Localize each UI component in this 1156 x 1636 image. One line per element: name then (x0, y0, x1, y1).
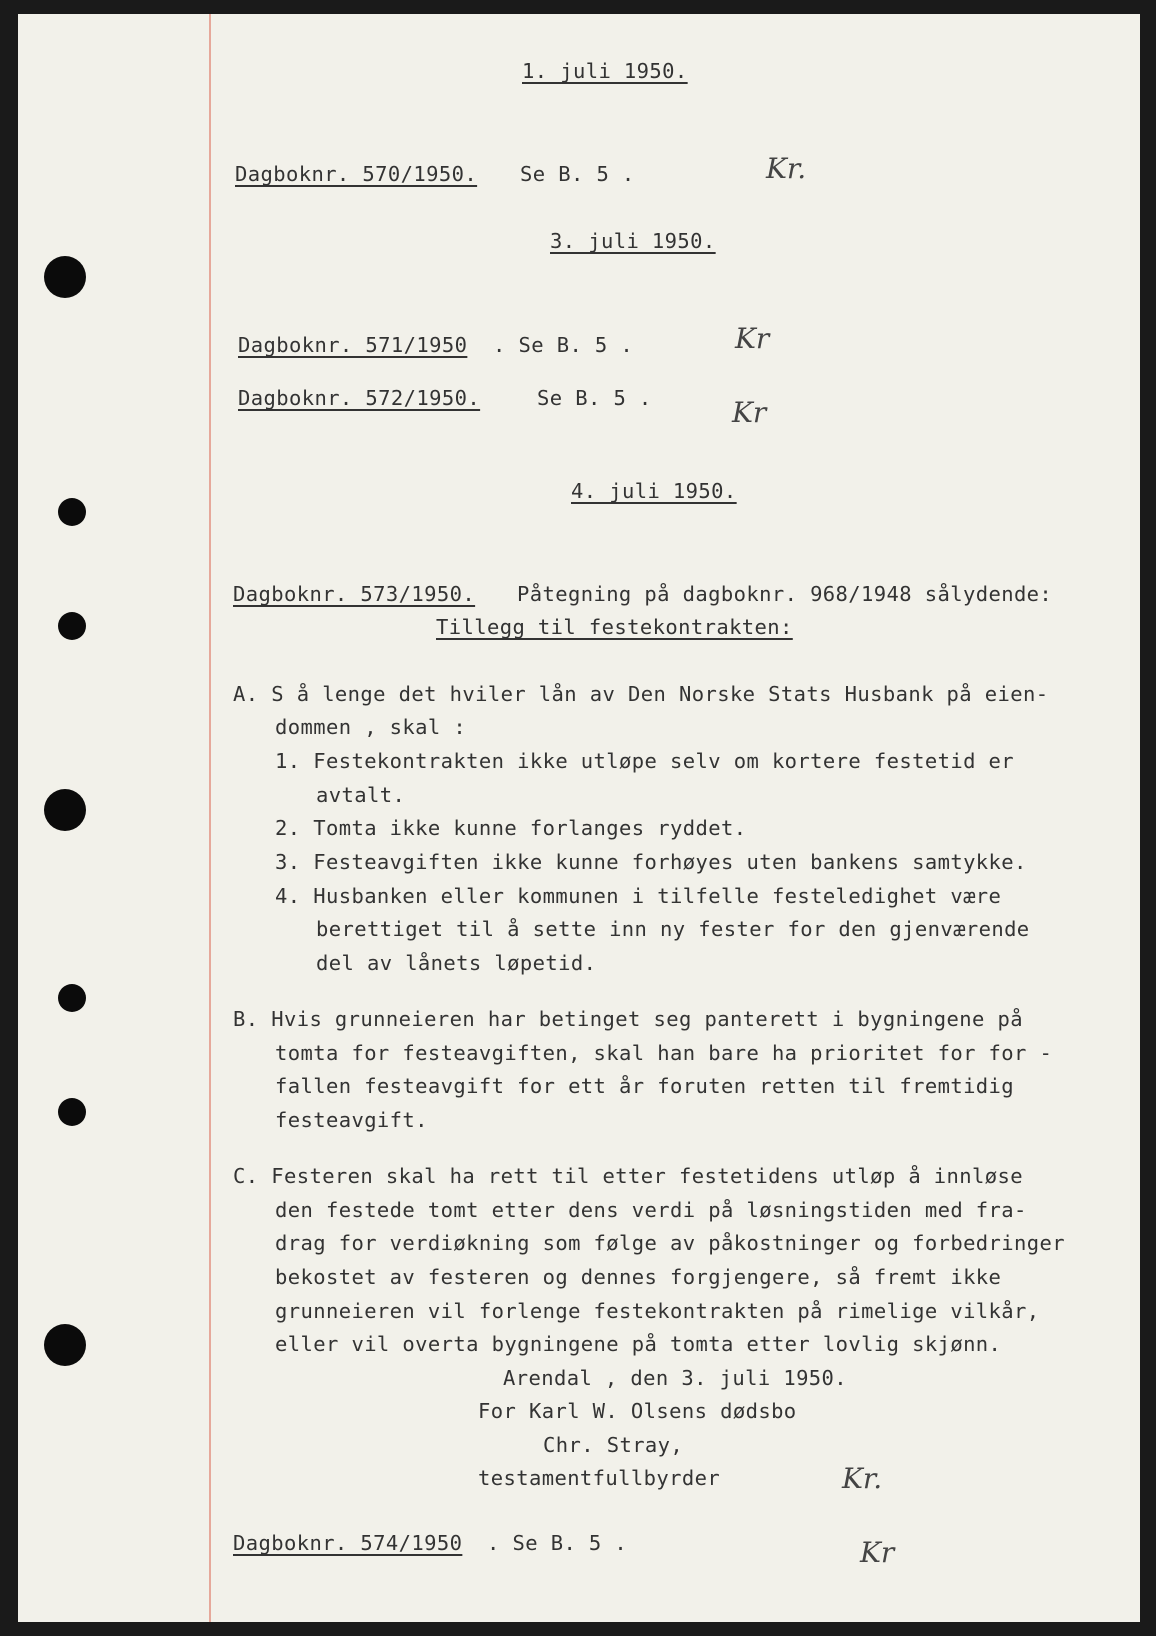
journal-note: Se B. 5 . (537, 386, 652, 410)
body-line: bekostet av festeren og dennes forgjengere, så fremt ikke (275, 1265, 1002, 1289)
handwritten-initials: Kr (732, 396, 767, 429)
punch-hole (58, 984, 86, 1012)
body-line: grunneieren vil forlenge festekontrakten på rimelige vilkår, (275, 1299, 1040, 1323)
body-line: 3. Festeavgiften ikke kunne forhøyes uten bankens samtykke. (275, 850, 1027, 874)
journal-ref: Dagboknr. 574/1950 (233, 1531, 463, 1555)
signature-name: Chr. Stray, (543, 1433, 684, 1457)
journal-note: Påtegning på dagboknr. 968/1948 sålydende: (517, 582, 1053, 606)
signature-place-date: Arendal , den 3. juli 1950. (503, 1366, 848, 1390)
body-line: festeavgift. (275, 1108, 428, 1132)
journal-ref: Dagboknr. 573/1950. (233, 582, 476, 606)
body-line: B. Hvis grunneieren har betinget seg panterett i bygningene på (233, 1007, 1024, 1031)
handwritten-initials: Kr. (766, 152, 807, 185)
journal-ref: Dagboknr. 572/1950. (238, 386, 481, 410)
date-heading: 4. juli 1950. (571, 479, 737, 503)
journal-note: . Se B. 5 . (493, 333, 634, 357)
journal-ref: Dagboknr. 571/1950 (238, 333, 468, 357)
body-line: den festede tomt etter dens verdi på løsningstiden med fra- (275, 1198, 1027, 1222)
body-line: 2. Tomta ikke kunne forlanges ryddet. (275, 816, 747, 840)
date-heading: 3. juli 1950. (550, 229, 716, 253)
punch-hole (44, 256, 86, 298)
body-line: berettiget til å sette inn ny fester for den gjenværende (316, 917, 1030, 941)
punch-hole (44, 789, 86, 831)
body-line: dommen , skal : (275, 715, 467, 739)
handwritten-initials: Kr (735, 322, 770, 355)
punch-hole (58, 498, 86, 526)
signature-title: testamentfullbyrder (478, 1466, 721, 1490)
journal-note: . Se B. 5 . (487, 1531, 628, 1555)
margin-line (209, 14, 211, 1622)
body-line: 4. Husbanken eller kommunen i tilfelle festeledighet være (275, 884, 1002, 908)
section-heading: Tillegg til festekontrakten: (436, 615, 793, 639)
handwritten-initials: Kr. (842, 1462, 883, 1495)
body-line: C. Festeren skal ha rett til etter festetidens utløp å innløse (233, 1164, 1024, 1188)
body-line: avtalt. (316, 783, 406, 807)
body-line: 1. Festekontrakten ikke utløpe selv om kortere festetid er (275, 749, 1015, 773)
body-line: del av lånets løpetid. (316, 951, 597, 975)
signature-line: For Karl W. Olsens dødsbo (478, 1399, 797, 1423)
body-line: tomta for festeavgiften, skal han bare ha prioritet for for - (275, 1041, 1053, 1065)
body-line: drag for verdiøkning som følge av påkostninger og forbedringer (275, 1231, 1066, 1255)
date-heading: 1. juli 1950. (522, 59, 688, 83)
body-line: A. S å lenge det hviler lån av Den Norske Stats Husbank på eien- (233, 682, 1049, 706)
handwritten-initials: Kr (860, 1536, 895, 1569)
journal-ref: Dagboknr. 570/1950. (235, 162, 478, 186)
journal-note: Se B. 5 . (520, 162, 635, 186)
punch-hole (58, 612, 86, 640)
body-line: eller vil overta bygningene på tomta etter lovlig skjønn. (275, 1332, 1002, 1356)
body-line: fallen festeavgift for ett år foruten retten til fremtidig (275, 1074, 1015, 1098)
punch-hole (44, 1324, 86, 1366)
punch-hole (58, 1098, 86, 1126)
